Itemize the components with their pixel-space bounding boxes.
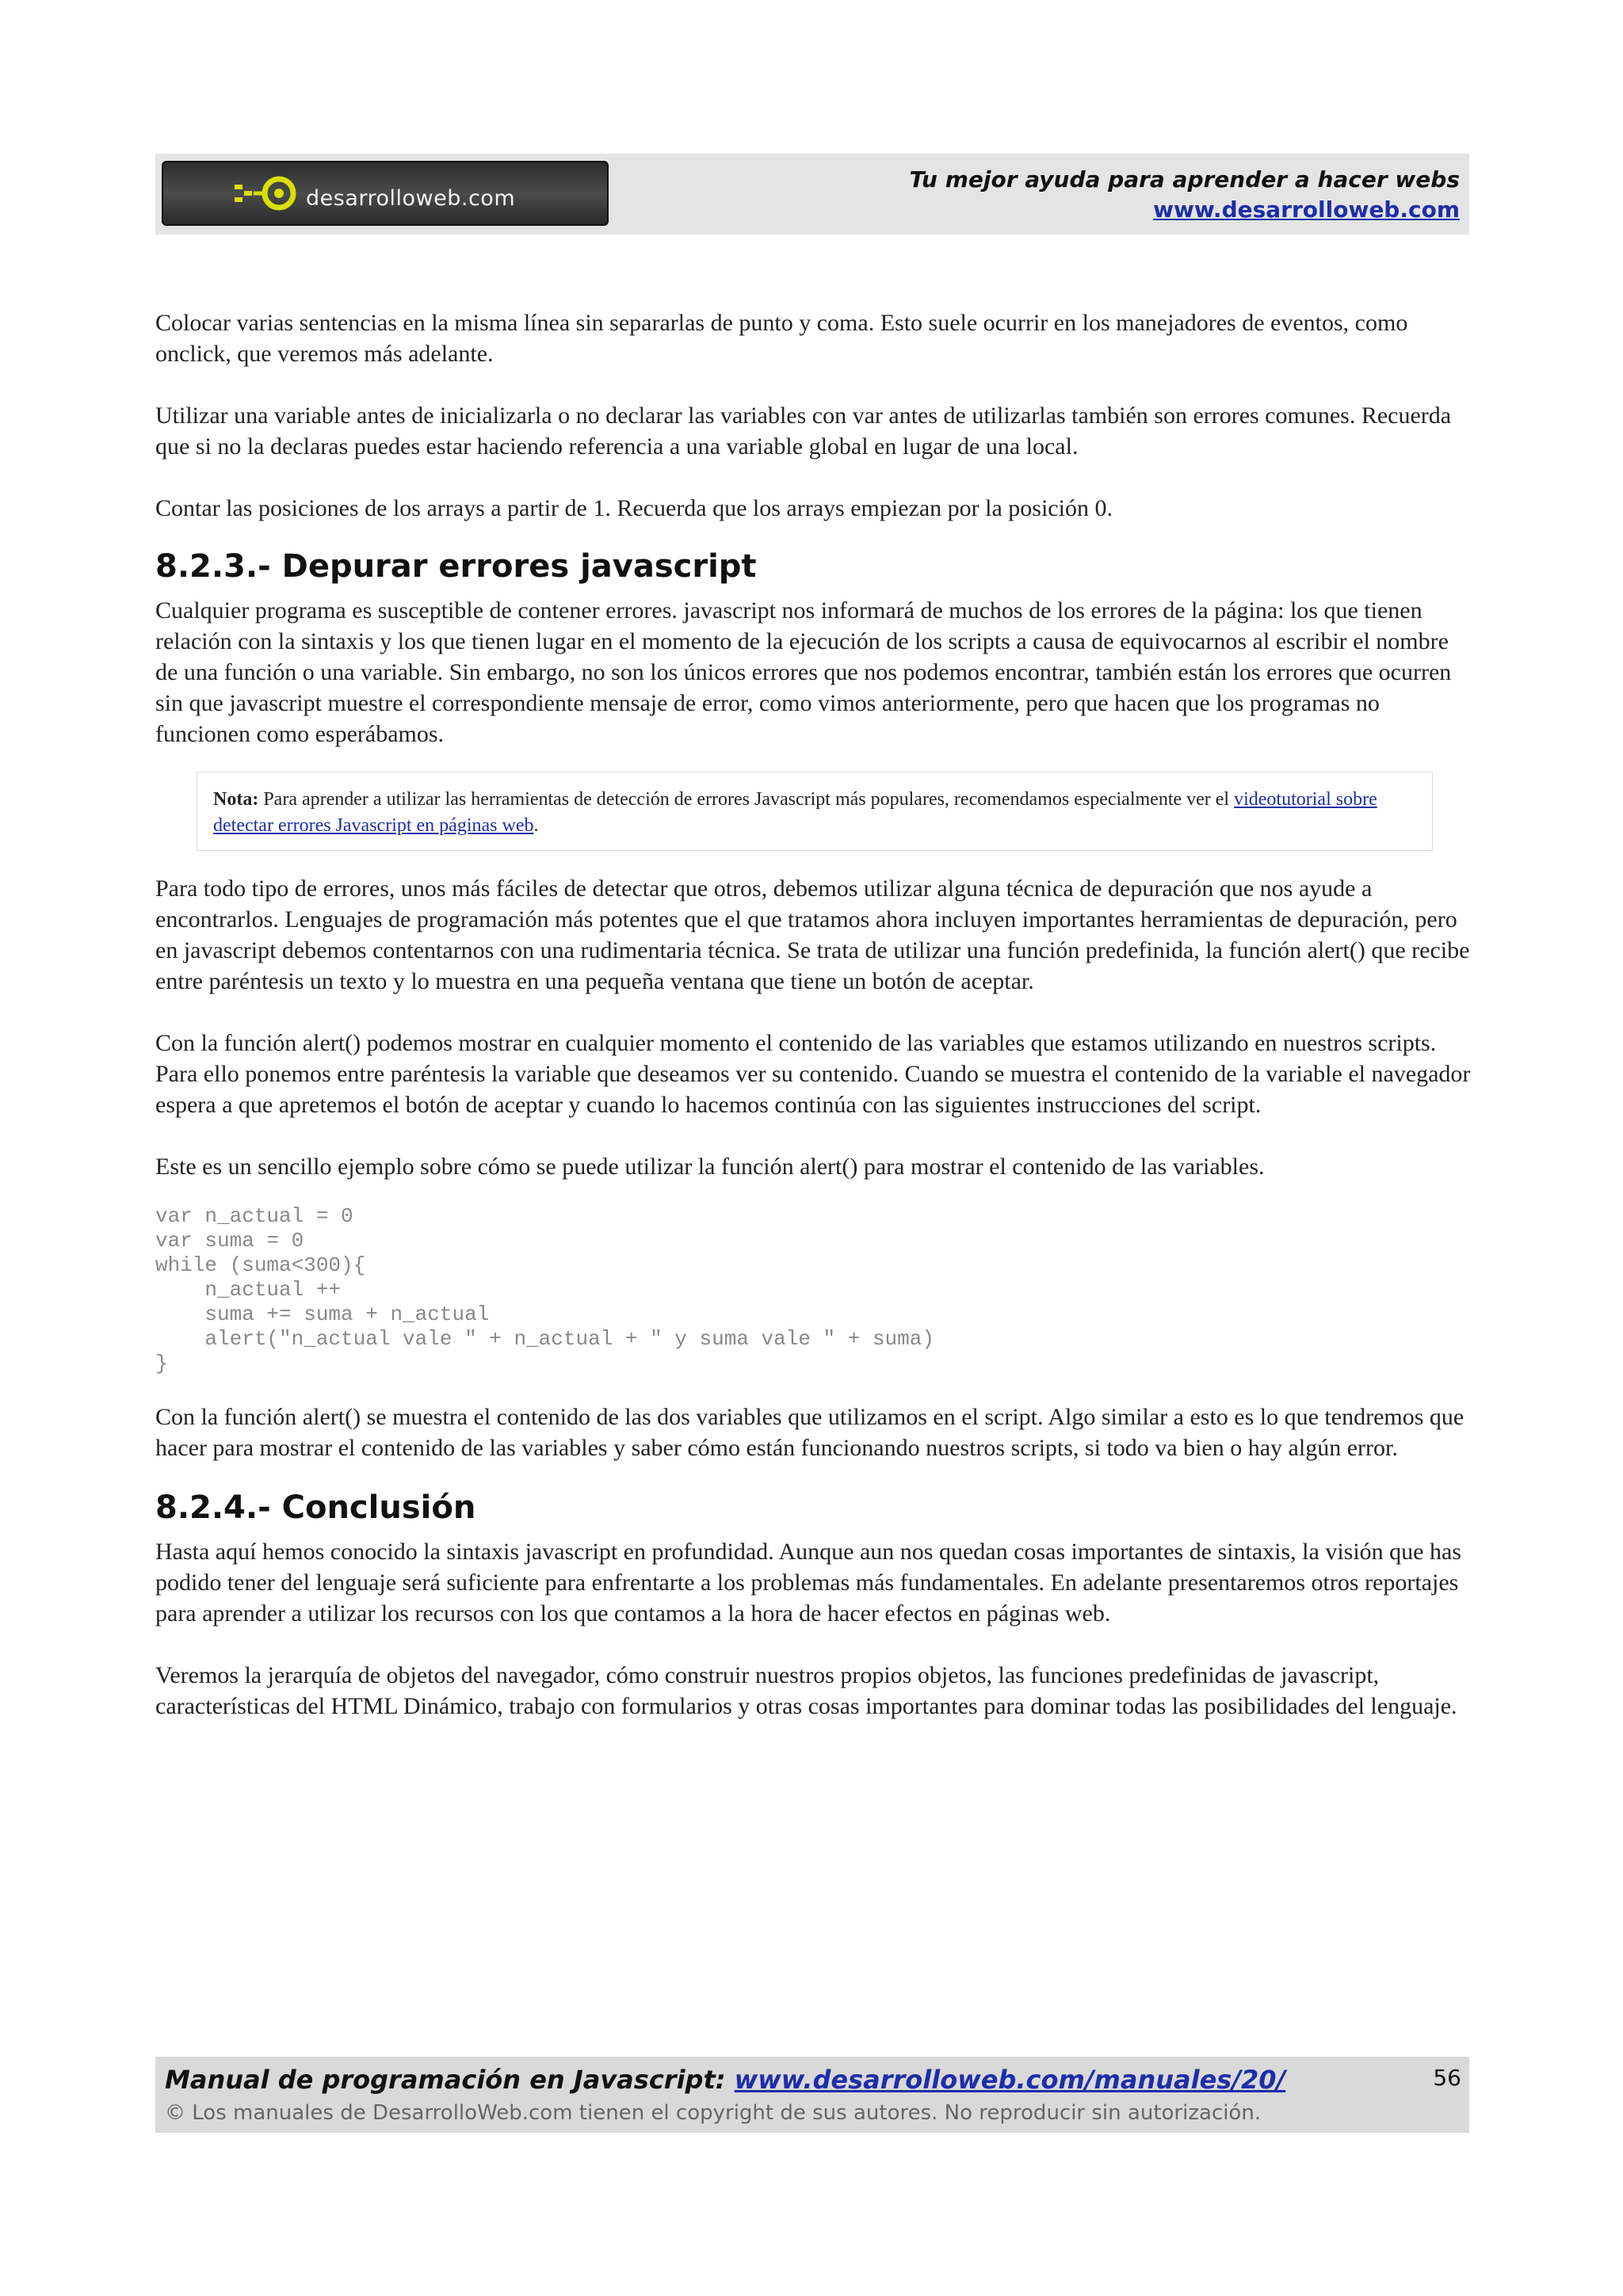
note-end: .	[533, 815, 539, 836]
note-label: Nota:	[213, 789, 259, 810]
footer-title	[165, 2065, 1285, 2095]
paragraph: Con la función alert() se muestra el contenido de las dos variables que utilizamos en el script. Algo similar a esto es lo que tendremos que hacer para mostrar el contenido de las variables y saber cómo están funcionando nuestros scripts, si todo va bien o hay algún error.	[155, 1404, 1465, 1461]
paragraph: Colocar varias sentencias en la misma línea sin separarlas de punto y coma. Esto suele ocurrir en los manejadores de eventos, como onclick, que veremos más adelante.	[155, 310, 1408, 367]
paragraph: Cualquier programa es susceptible de contener errores. javascript nos informará de muchos de los errores de la página: los que tienen relación con la sintaxis y los que tienen lugar en el momento de la ejecución de los scripts a causa de equivocarnos al escribir el nombre de una función o una variable. Sin embargo, no son los únicos errores que nos podemos encontrar, también están los errores que ocurren sin que javascript muestre el correspondiente mensaje de error, como vimos anteriormente, pero que hacen que los programas no funcionen como esperábamos.	[155, 597, 1452, 747]
code-block: var n_actual = 0 var suma = 0 while (suma<300){ n_actual ++ suma += suma + n_actual alert("n_actual vale " + n_actual + " y suma vale " + suma) }	[155, 1204, 934, 1375]
site-logo[interactable]	[162, 161, 609, 226]
paragraph: Para todo tipo de errores, unos más fáciles de detectar que otros, debemos utilizar alguna técnica de depuración que nos ayude a encontrarlos. Lenguajes de programación más potentes que el que tratamos ahora incluyen importantes herramientas de depuración, pero en javascript debemos contentarnos con una rudimentaria técnica. Se trata de utilizar una función predefinida, la función alert() que recibe entre paréntesis un texto y lo muestra en una pequeña ventana que tiene un botón de aceptar.	[155, 875, 1470, 994]
page-content	[155, 307, 1474, 1753]
paragraph: Utilizar una variable antes de inicializarla o no declarar las variables con var antes de utilizarlas también son errores comunes. Recuerda que si no la declaras puedes estar haciendo referencia a una variable global en lugar de una local.	[155, 402, 1452, 460]
section-heading: 8.2.4.- Conclusión	[155, 1489, 476, 1526]
paragraph: Hasta aquí hemos conocido la sintaxis javascript en profundidad. Aunque aun nos quedan cosas importantes de sintaxis, la visión que has podido tener del lenguaje será suficiente para enfrentarte a los problemas más fundamentales. En adelante presentaremos otros reportajes para aprender a utilizar los recursos con los que contamos a la hora de hacer efectos en páginas web.	[155, 1539, 1461, 1627]
page-header	[155, 154, 1469, 235]
footer-copyright: © Los manuales de DesarrolloWeb.com tienen el copyright de sus autores. No reproducir sin autorización.	[165, 2101, 1262, 2125]
page-footer	[155, 2057, 1469, 2133]
paragraph: Contar las posiciones de los arrays a partir de 1. Recuerda que los arrays empiezan por la posición 0.	[155, 495, 1113, 521]
header-tagline-block	[910, 165, 1460, 225]
section-heading: 8.2.3.- Depurar errores javascript	[155, 548, 757, 585]
footer-manual-title: Manual de programación en Javascript:	[165, 2065, 726, 2095]
logo-icon	[233, 174, 301, 213]
paragraph: Este es un sencillo ejemplo sobre cómo se puede utilizar la función alert() para mostrar el contenido de las variables.	[155, 1154, 1265, 1180]
paragraph: Con la función alert() podemos mostrar en cualquier momento el contenido de las variables que estamos utilizando en nuestros scripts. Para ello ponemos entre paréntesis la variable que deseamos ver su contenido. Cuando se muestra el contenido de la variable el navegador espera a que apretemos el botón de aceptar y cuando lo hacemos continúa con las siguientes instrucciones del script.	[155, 1030, 1471, 1118]
footer-url-link[interactable]: www.desarrolloweb.com/manuales/20/	[734, 2065, 1286, 2095]
note-link[interactable]: videotutorial sobre detectar errores Javascript en páginas web	[213, 789, 1377, 836]
note-box	[197, 772, 1433, 851]
note-text: Para aprender a utilizar las herramientas de detección de errores Javascript más populares, recomendamos especialmente ver el	[263, 789, 1230, 810]
paragraph: Veremos la jerarquía de objetos del navegador, cómo construir nuestros propios objetos, las funciones predefinidas de javascript, características del HTML Dinámico, trabajo con formularios y otras cosas importantes para dominar todas las posibilidades del lenguaje.	[155, 1662, 1457, 1719]
header-url-link[interactable]: www.desarrolloweb.com	[1153, 196, 1460, 223]
page-number: 56	[1433, 2065, 1461, 2091]
header-tagline: Tu mejor ayuda para aprender a hacer webs	[909, 166, 1460, 193]
logo-text: desarrolloweb.com	[306, 185, 516, 211]
